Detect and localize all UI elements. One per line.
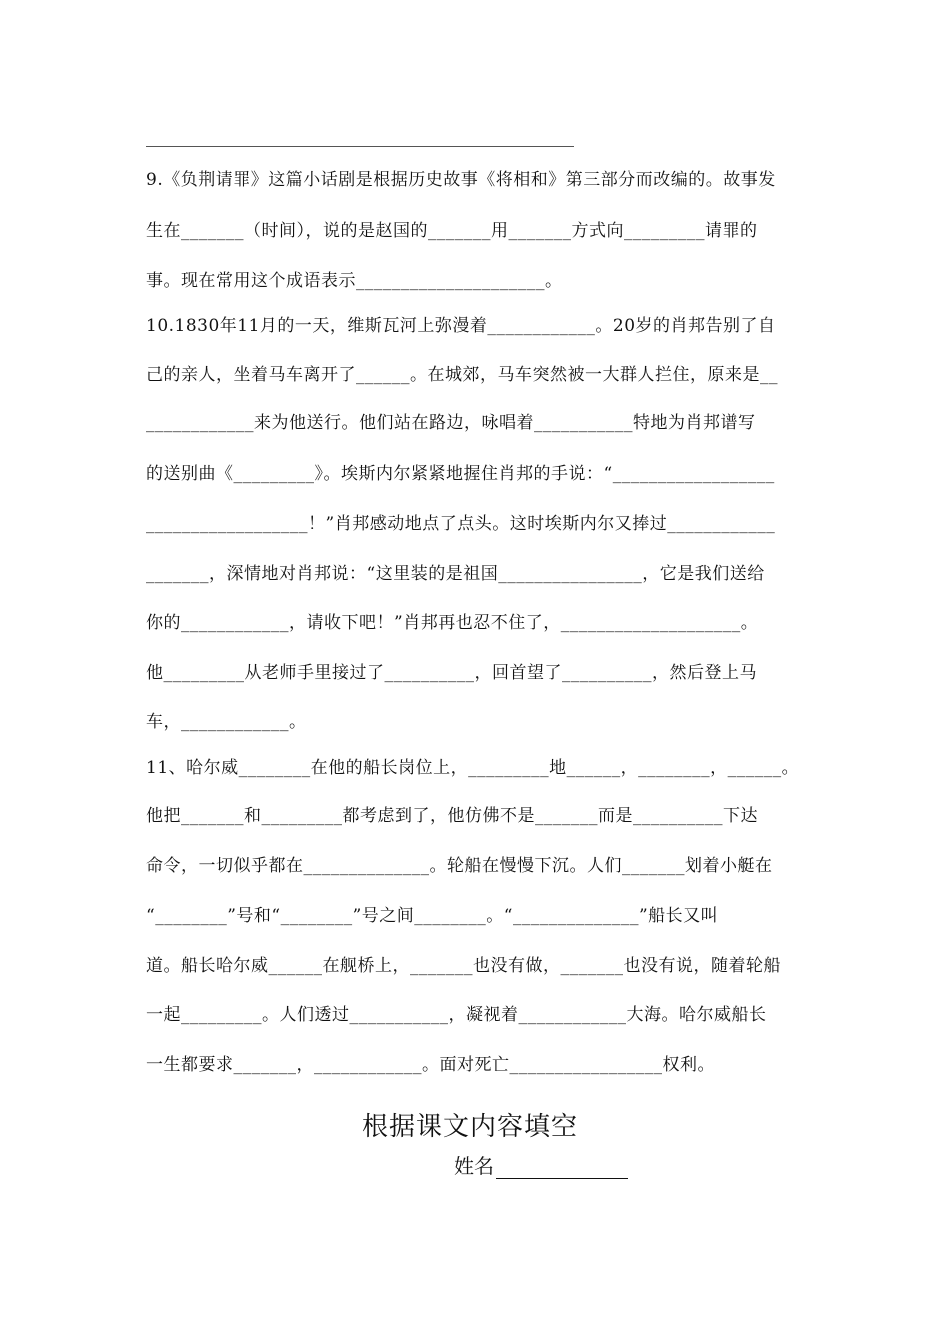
name-label: 姓名 xyxy=(454,1154,494,1178)
text-line: 一生都要求_______，____________。面对死亡_________________权利。 xyxy=(146,1055,715,1075)
text-line: _______，深情地对肖邦说：“这里装的是祖国________________，它是我们送给 xyxy=(146,564,765,584)
text-line: 你的____________，请收下吧！”肖邦再也忍不住了，____________________。 xyxy=(146,613,759,633)
text-line: 事。现在常用这个成语表示_____________________。 xyxy=(146,271,563,291)
text-line: 己的亲人，坐着马车离开了______。在城郊，马车突然被一大群人拦住，原来是__ xyxy=(146,365,778,385)
text-line: __________________！”肖邦感动地点了点头。这时埃斯内尔又捧过____________ xyxy=(146,514,776,534)
name-field xyxy=(454,1150,628,1179)
text-line: 一起_________。人们透过___________，凝视着____________大海。哈尔威船长 xyxy=(146,1005,767,1025)
text-line: 他把_______和_________都考虑到了，他仿佛不是_______而是__________下达 xyxy=(146,806,758,826)
text-line: 11、哈尔威________在他的船长岗位上，_________地______，________，______。 xyxy=(146,758,800,778)
text-line: 9.《负荆请罪》这篇小话剧是根据历史故事《将相和》第三部分而改编的。故事发 xyxy=(146,170,776,190)
text-line: 的送别曲《_________》。埃斯内尔紧紧地握住肖邦的手说：“__________________ xyxy=(146,464,775,484)
worksheet-title: 根据课文内容填空 xyxy=(362,1112,579,1142)
text-line: 他_________从老师手里接过了__________，回首望了__________，然后登上马 xyxy=(146,663,757,683)
answer-line xyxy=(146,146,574,147)
text-line: ____________来为他送行。他们站在路边，咏唱着___________特地为肖邦谱写 xyxy=(146,413,756,433)
text-line: 车，____________。 xyxy=(146,712,307,732)
text-line: 10.1830年11月的一天，维斯瓦河上弥漫着____________。20岁的肖邦告别了自 xyxy=(146,316,776,336)
text-line: 生在_______（时间），说的是赵国的_______用_______方式向_________请罪的 xyxy=(146,221,758,241)
text-line: 道。船长哈尔威______在舰桥上，_______也没有做，_______也没有说，随着轮船 xyxy=(146,956,781,976)
text-line: “________”号和“________”号之间________。“______________”船长又叫 xyxy=(146,906,719,926)
name-blank xyxy=(496,1158,628,1179)
text-line: 命令，一切似乎都在______________。轮船在慢慢下沉。人们_______划着小艇在 xyxy=(146,856,773,876)
